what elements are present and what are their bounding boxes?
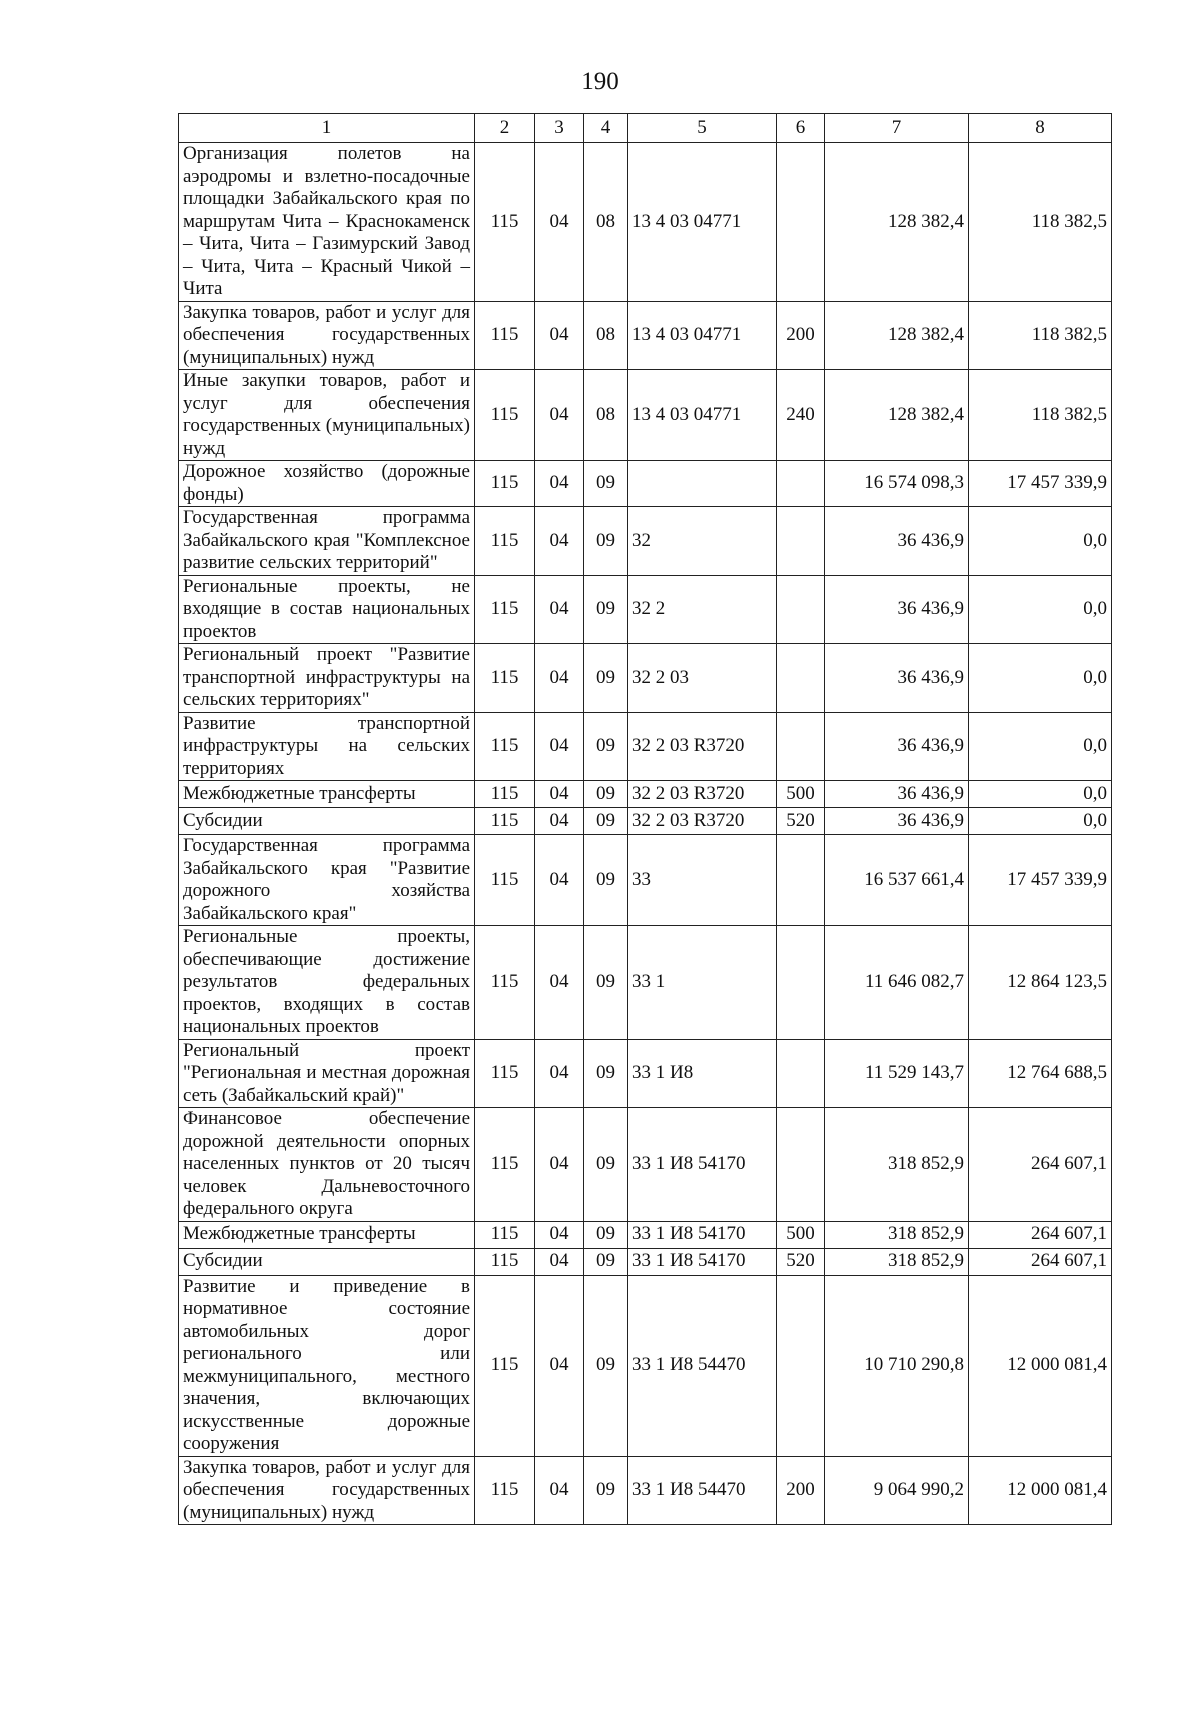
cell-amount-year-2: 0,0 [969, 781, 1112, 808]
cell-target-article: 13 4 03 04771 [628, 370, 777, 461]
cell-amount-year-1: 128 382,4 [825, 143, 969, 302]
cell-amount-year-2: 12 864 123,5 [969, 926, 1112, 1040]
header-col-3: 3 [535, 114, 584, 143]
cell-ministry-code: 115 [475, 507, 535, 576]
cell-expense-type: 520 [777, 1248, 825, 1275]
cell-name: Дорожное хозяйство (дорожные фонды) [179, 461, 475, 507]
cell-amount-year-2: 0,0 [969, 808, 1112, 835]
cell-subsection: 09 [584, 835, 628, 926]
cell-expense-type [777, 1108, 825, 1222]
cell-amount-year-2: 12 764 688,5 [969, 1039, 1112, 1108]
cell-ministry-code: 115 [475, 1108, 535, 1222]
cell-target-article [628, 461, 777, 507]
cell-amount-year-1: 36 436,9 [825, 808, 969, 835]
cell-name: Межбюджетные трансферты [179, 1221, 475, 1248]
header-col-4: 4 [584, 114, 628, 143]
cell-target-article: 33 1 И8 [628, 1039, 777, 1108]
cell-name: Финансовое обеспечение дорожной деятельности опорных населенных пунктов от 20 тысяч человек Дальневосточного федерального округа [179, 1108, 475, 1222]
cell-ministry-code: 115 [475, 1248, 535, 1275]
cell-subsection: 09 [584, 1221, 628, 1248]
cell-section: 04 [535, 301, 584, 370]
cell-target-article: 32 2 03 [628, 644, 777, 713]
cell-subsection: 09 [584, 644, 628, 713]
cell-name: Региональный проект "Развитие транспортной инфраструктуры на сельских территориях" [179, 644, 475, 713]
cell-amount-year-1: 36 436,9 [825, 575, 969, 644]
cell-expense-type [777, 143, 825, 302]
table-header-row [179, 114, 1112, 143]
cell-ministry-code: 115 [475, 1275, 535, 1456]
cell-target-article: 33 1 И8 54170 [628, 1221, 777, 1248]
header-col-7: 7 [825, 114, 969, 143]
cell-expense-type [777, 644, 825, 713]
cell-amount-year-2: 17 457 339,9 [969, 835, 1112, 926]
cell-ministry-code: 115 [475, 301, 535, 370]
cell-amount-year-2: 264 607,1 [969, 1248, 1112, 1275]
cell-section: 04 [535, 835, 584, 926]
cell-target-article: 13 4 03 04771 [628, 301, 777, 370]
cell-subsection: 09 [584, 1039, 628, 1108]
cell-amount-year-1: 36 436,9 [825, 644, 969, 713]
cell-amount-year-2: 17 457 339,9 [969, 461, 1112, 507]
table-row [179, 1456, 1112, 1525]
table-row [179, 143, 1112, 302]
cell-subsection: 09 [584, 575, 628, 644]
cell-ministry-code: 115 [475, 781, 535, 808]
table-row [179, 507, 1112, 576]
cell-name: Организация полетов на аэродромы и взлетно-посадочные площадки Забайкальского края по маршрутам Чита – Краснокаменск – Чита, Чита – Газимурский Завод – Чита, Чита – Красный Чикой – Чита [179, 143, 475, 302]
cell-expense-type: 200 [777, 1456, 825, 1525]
cell-subsection: 08 [584, 370, 628, 461]
budget-table [178, 113, 1112, 1525]
table-row [179, 781, 1112, 808]
cell-expense-type [777, 1039, 825, 1108]
cell-target-article: 33 [628, 835, 777, 926]
cell-ministry-code: 115 [475, 461, 535, 507]
cell-expense-type [777, 1275, 825, 1456]
cell-section: 04 [535, 808, 584, 835]
cell-section: 04 [535, 781, 584, 808]
cell-expense-type [777, 507, 825, 576]
cell-target-article: 32 2 03 R3720 [628, 781, 777, 808]
cell-subsection: 09 [584, 1456, 628, 1525]
cell-name: Региональные проекты, обеспечивающие достижение результатов федеральных проектов, входящих в состав национальных проектов [179, 926, 475, 1040]
cell-section: 04 [535, 1275, 584, 1456]
cell-name: Государственная программа Забайкальского края "Комплексное развитие сельских территорий" [179, 507, 475, 576]
cell-target-article: 33 1 И8 54470 [628, 1456, 777, 1525]
cell-expense-type [777, 575, 825, 644]
cell-target-article: 13 4 03 04771 [628, 143, 777, 302]
cell-amount-year-1: 36 436,9 [825, 507, 969, 576]
cell-amount-year-1: 128 382,4 [825, 301, 969, 370]
cell-ministry-code: 115 [475, 575, 535, 644]
table-row [179, 712, 1112, 781]
cell-expense-type: 520 [777, 808, 825, 835]
cell-section: 04 [535, 1221, 584, 1248]
cell-section: 04 [535, 926, 584, 1040]
cell-ministry-code: 115 [475, 1039, 535, 1108]
cell-amount-year-1: 318 852,9 [825, 1221, 969, 1248]
cell-expense-type: 500 [777, 781, 825, 808]
cell-name: Межбюджетные трансферты [179, 781, 475, 808]
cell-target-article: 33 1 [628, 926, 777, 1040]
cell-amount-year-1: 11 529 143,7 [825, 1039, 969, 1108]
cell-subsection: 09 [584, 1275, 628, 1456]
cell-target-article: 32 2 03 R3720 [628, 712, 777, 781]
cell-expense-type: 500 [777, 1221, 825, 1248]
cell-section: 04 [535, 712, 584, 781]
cell-expense-type [777, 835, 825, 926]
cell-name: Субсидии [179, 808, 475, 835]
cell-name: Региональные проекты, не входящие в состав национальных проектов [179, 575, 475, 644]
cell-name: Закупка товаров, работ и услуг для обеспечения государственных (муниципальных) нужд [179, 1456, 475, 1525]
cell-amount-year-1: 36 436,9 [825, 781, 969, 808]
cell-ministry-code: 115 [475, 1456, 535, 1525]
cell-ministry-code: 115 [475, 712, 535, 781]
cell-subsection: 09 [584, 461, 628, 507]
cell-ministry-code: 115 [475, 835, 535, 926]
cell-section: 04 [535, 461, 584, 507]
cell-section: 04 [535, 575, 584, 644]
cell-amount-year-2: 12 000 081,4 [969, 1275, 1112, 1456]
cell-expense-type [777, 461, 825, 507]
cell-amount-year-1: 36 436,9 [825, 712, 969, 781]
cell-target-article: 32 [628, 507, 777, 576]
cell-subsection: 09 [584, 1108, 628, 1222]
cell-expense-type [777, 712, 825, 781]
table-row [179, 1108, 1112, 1222]
cell-ministry-code: 115 [475, 644, 535, 713]
cell-expense-type: 240 [777, 370, 825, 461]
cell-name: Иные закупки товаров, работ и услуг для обеспечения государственных (муниципальных) нужд [179, 370, 475, 461]
cell-amount-year-2: 118 382,5 [969, 301, 1112, 370]
cell-section: 04 [535, 143, 584, 302]
cell-target-article: 33 1 И8 54170 [628, 1108, 777, 1222]
header-col-6: 6 [777, 114, 825, 143]
cell-amount-year-1: 9 064 990,2 [825, 1456, 969, 1525]
cell-amount-year-2: 118 382,5 [969, 143, 1112, 302]
cell-subsection: 08 [584, 143, 628, 302]
table-row [179, 575, 1112, 644]
table-row [179, 644, 1112, 713]
cell-name: Субсидии [179, 1248, 475, 1275]
cell-ministry-code: 115 [475, 143, 535, 302]
cell-amount-year-2: 0,0 [969, 644, 1112, 713]
table-row [179, 835, 1112, 926]
header-col-8: 8 [969, 114, 1112, 143]
table-body [179, 143, 1112, 1525]
header-col-1: 1 [179, 114, 475, 143]
table-row [179, 370, 1112, 461]
cell-amount-year-2: 0,0 [969, 575, 1112, 644]
header-col-2: 2 [475, 114, 535, 143]
cell-amount-year-2: 0,0 [969, 712, 1112, 781]
page-number: 190 [581, 68, 619, 95]
cell-expense-type [777, 926, 825, 1040]
cell-ministry-code: 115 [475, 926, 535, 1040]
table-row [179, 1248, 1112, 1275]
cell-amount-year-2: 0,0 [969, 507, 1112, 576]
cell-name: Развитие транспортной инфраструктуры на сельских территориях [179, 712, 475, 781]
cell-subsection: 08 [584, 301, 628, 370]
cell-subsection: 09 [584, 712, 628, 781]
cell-name: Развитие и приведение в нормативное состояние автомобильных дорог регионального или межмуниципального, местного значения, включающих искусственные дорожные сооружения [179, 1275, 475, 1456]
table-row [179, 461, 1112, 507]
cell-section: 04 [535, 1456, 584, 1525]
cell-amount-year-2: 264 607,1 [969, 1221, 1112, 1248]
cell-ministry-code: 115 [475, 808, 535, 835]
cell-target-article: 32 2 03 R3720 [628, 808, 777, 835]
cell-section: 04 [535, 370, 584, 461]
cell-amount-year-1: 318 852,9 [825, 1248, 969, 1275]
cell-section: 04 [535, 1039, 584, 1108]
cell-section: 04 [535, 1108, 584, 1222]
cell-target-article: 33 1 И8 54470 [628, 1275, 777, 1456]
cell-amount-year-1: 11 646 082,7 [825, 926, 969, 1040]
cell-amount-year-1: 10 710 290,8 [825, 1275, 969, 1456]
table-row [179, 808, 1112, 835]
cell-subsection: 09 [584, 926, 628, 1040]
cell-ministry-code: 115 [475, 370, 535, 461]
cell-subsection: 09 [584, 507, 628, 576]
cell-section: 04 [535, 644, 584, 713]
table-row [179, 926, 1112, 1040]
table-row [179, 1221, 1112, 1248]
header-col-5: 5 [628, 114, 777, 143]
cell-amount-year-1: 128 382,4 [825, 370, 969, 461]
cell-name: Региональный проект "Региональная и местная дорожная сеть (Забайкальский край)" [179, 1039, 475, 1108]
cell-name: Закупка товаров, работ и услуг для обеспечения государственных (муниципальных) нужд [179, 301, 475, 370]
cell-amount-year-2: 12 000 081,4 [969, 1456, 1112, 1525]
cell-target-article: 32 2 [628, 575, 777, 644]
cell-amount-year-1: 16 574 098,3 [825, 461, 969, 507]
cell-subsection: 09 [584, 1248, 628, 1275]
cell-amount-year-1: 16 537 661,4 [825, 835, 969, 926]
cell-ministry-code: 115 [475, 1221, 535, 1248]
cell-section: 04 [535, 1248, 584, 1275]
cell-subsection: 09 [584, 781, 628, 808]
table-row [179, 301, 1112, 370]
table-row [179, 1275, 1112, 1456]
cell-amount-year-2: 118 382,5 [969, 370, 1112, 461]
cell-section: 04 [535, 507, 584, 576]
cell-target-article: 33 1 И8 54170 [628, 1248, 777, 1275]
cell-amount-year-1: 318 852,9 [825, 1108, 969, 1222]
cell-amount-year-2: 264 607,1 [969, 1108, 1112, 1222]
cell-expense-type: 200 [777, 301, 825, 370]
cell-subsection: 09 [584, 808, 628, 835]
cell-name: Государственная программа Забайкальского края "Развитие дорожного хозяйства Забайкальского края" [179, 835, 475, 926]
table-row [179, 1039, 1112, 1108]
